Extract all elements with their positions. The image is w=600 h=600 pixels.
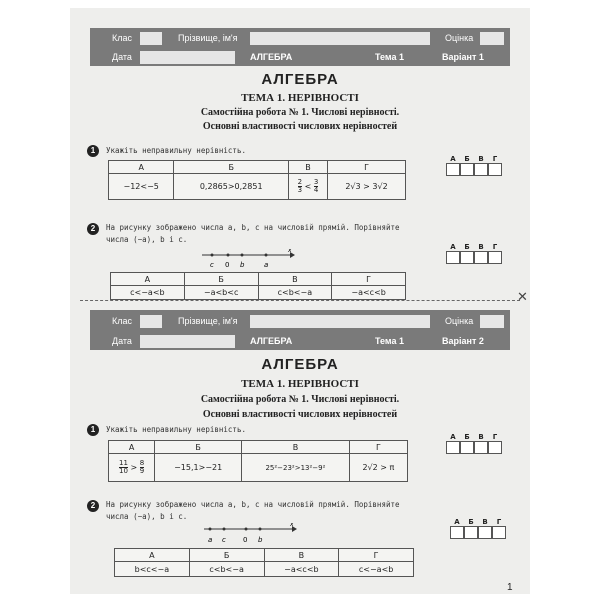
answer-letter: А — [450, 155, 456, 163]
question-text-line-2: числа (−a), b і c. — [106, 235, 188, 244]
option-header-c: В — [242, 441, 350, 454]
name-label: Прізвище, ім'я — [178, 33, 238, 43]
point-b — [241, 254, 244, 257]
answer-grid — [450, 518, 506, 541]
name-field[interactable] — [250, 315, 430, 328]
subtitle-line-2: Основні властивості числових нерівностей — [202, 409, 398, 420]
question-number: 1 — [87, 424, 99, 436]
answer-cell-b[interactable] — [464, 526, 478, 539]
axis-label-0: 0 — [243, 536, 248, 544]
option-c[interactable]: 25²−23²>13²−9² — [242, 454, 350, 482]
axis-label-c: c — [210, 261, 214, 269]
answer-letter: Б — [464, 433, 470, 441]
answer-cell-c[interactable] — [474, 441, 488, 454]
fraction-left: $\frac{11}{10}$ — [119, 459, 128, 475]
answer-letter: Г — [492, 243, 498, 251]
topic-label: Тема 1 — [375, 336, 404, 346]
page-number: 1 — [507, 582, 513, 593]
axis-label-b: b — [240, 261, 245, 269]
question-number: 1 — [87, 145, 99, 157]
number-line — [202, 523, 297, 547]
topic-label: Тема 1 — [375, 52, 404, 62]
point-a — [209, 528, 212, 531]
answer-cell-b[interactable] — [460, 441, 474, 454]
subtitle-line-2: Основні властивості числових нерівностей — [202, 121, 398, 132]
class-label: Клас — [112, 316, 132, 326]
answer-cell-c[interactable] — [478, 526, 492, 539]
option-header-a: А — [109, 441, 155, 454]
option-a[interactable]: $\frac{11}{10}$ > $\frac{8}{9}$ — [109, 454, 155, 482]
answer-grid — [446, 433, 502, 456]
subtitle-line-1: Самостійна робота № 1. Числові нерівності. — [200, 107, 400, 118]
date-label: Дата — [112, 336, 132, 346]
grade-field[interactable] — [480, 32, 504, 45]
class-field[interactable] — [140, 32, 162, 45]
option-header-b: Б — [184, 273, 258, 286]
options-table — [108, 440, 408, 482]
option-header-b: Б — [189, 549, 264, 562]
axis-label-b: b — [258, 536, 263, 544]
fraction-right: $\frac{8}{9}$ — [139, 459, 145, 475]
option-header-d: Г — [332, 273, 406, 286]
option-header-c: В — [264, 549, 339, 562]
answer-cell-d[interactable] — [488, 251, 502, 264]
axis-label-a: a — [208, 536, 213, 544]
date-field[interactable] — [140, 335, 235, 348]
answer-letter: В — [478, 433, 484, 441]
question-text: Укажіть неправильну нерівність. — [106, 146, 246, 155]
option-d[interactable]: c<−a<b — [339, 562, 414, 577]
answer-letter: Г — [496, 518, 502, 526]
worksheet-page — [70, 8, 530, 594]
point-c — [223, 528, 226, 531]
option-b[interactable]: c<b<−a — [189, 562, 264, 577]
axis-label-0: 0 — [225, 261, 230, 269]
option-header-b: Б — [155, 441, 242, 454]
option-header-c: В — [288, 161, 327, 174]
answer-letter: В — [478, 243, 484, 251]
answer-cell-c[interactable] — [474, 163, 488, 176]
point-a — [265, 254, 268, 257]
option-c[interactable]: −a<c<b — [264, 562, 339, 577]
question-text: Укажіть неправильну нерівність. — [106, 425, 246, 434]
fraction-left: $\frac{2}{3}$ — [297, 178, 303, 194]
topic-title: ТЕМА 1. НЕРІВНОСТІ — [241, 378, 359, 390]
option-a[interactable]: c<−a<b — [111, 286, 185, 300]
answer-grid — [446, 243, 502, 266]
point-b — [259, 528, 262, 531]
variant-label: Варіант 1 — [442, 52, 484, 62]
axis-label-x: x — [290, 523, 294, 528]
date-label: Дата — [112, 52, 132, 62]
answer-letter: А — [450, 243, 456, 251]
point-zero — [245, 528, 248, 531]
point-zero — [227, 254, 230, 257]
variant-label: Варіант 2 — [442, 336, 484, 346]
header-variant-2 — [90, 310, 510, 350]
question-number: 2 — [87, 223, 99, 235]
option-b[interactable]: −a<b<c — [184, 286, 258, 300]
header-variant-1 — [90, 28, 510, 66]
cut-line — [80, 300, 520, 301]
answer-letter: А — [454, 518, 460, 526]
option-header-b: Б — [174, 161, 289, 174]
answer-cell-b[interactable] — [460, 163, 474, 176]
option-b[interactable]: −15,1>−21 — [155, 454, 242, 482]
subject-label: АЛГЕБРА — [250, 52, 293, 62]
answer-letter: Г — [492, 155, 498, 163]
question-text-line-1: На рисунку зображено числа a, b, c на числовій прямій. Порівняйте — [106, 500, 400, 509]
option-a[interactable]: b<c<−a — [115, 562, 190, 577]
date-field[interactable] — [140, 51, 235, 64]
option-a[interactable]: −12<−5 — [109, 174, 174, 200]
page-title: АЛГЕБРА — [261, 356, 339, 373]
grade-label: Оцінка — [445, 33, 474, 43]
answer-letter: В — [482, 518, 488, 526]
option-header-d: Г — [339, 549, 414, 562]
option-b[interactable]: 0,2865>0,2851 — [174, 174, 289, 200]
option-d[interactable]: 2√3 > 3√2 — [328, 174, 406, 200]
answer-cell-d[interactable] — [492, 526, 506, 539]
axis-label-x: x — [288, 249, 292, 254]
scissors-icon: ✕ — [517, 290, 528, 305]
option-header-d: Г — [328, 161, 406, 174]
grade-label: Оцінка — [445, 316, 474, 326]
answer-letter: А — [450, 433, 456, 441]
answer-letter: Б — [468, 518, 474, 526]
topic-title: ТЕМА 1. НЕРІВНОСТІ — [241, 92, 359, 104]
fraction-right: $\frac{3}{4}$ — [313, 178, 319, 194]
answer-cell-c[interactable] — [474, 251, 488, 264]
class-label: Клас — [112, 33, 132, 43]
option-d[interactable]: 2√2 > π — [349, 454, 407, 482]
options-table — [110, 272, 406, 300]
option-header-a: А — [115, 549, 190, 562]
name-label: Прізвище, ім'я — [178, 316, 238, 326]
answer-grid — [446, 155, 502, 178]
answer-letter: Б — [464, 243, 470, 251]
name-field[interactable] — [250, 32, 430, 45]
option-header-a: А — [111, 273, 185, 286]
subtitle-line-1: Самостійна робота № 1. Числові нерівності. — [200, 394, 400, 405]
answer-letter: В — [478, 155, 484, 163]
option-c[interactable]: c<b<−a — [258, 286, 332, 300]
answer-cell-a[interactable] — [446, 163, 460, 176]
options-table — [114, 548, 414, 577]
answer-letter: Г — [492, 433, 498, 441]
axis-label-a: a — [264, 261, 269, 269]
options-table — [108, 160, 406, 200]
answer-cell-a[interactable] — [446, 441, 460, 454]
answer-letter: Б — [464, 155, 470, 163]
question-number: 2 — [87, 500, 99, 512]
page-title: АЛГЕБРА — [261, 71, 339, 88]
axis-label-c: c — [222, 536, 226, 544]
grade-field[interactable] — [480, 315, 504, 328]
option-c[interactable]: $\frac{2}{3}$ < $\frac{3}{4}$ — [288, 174, 327, 200]
option-header-d: Г — [349, 441, 407, 454]
answer-cell-a[interactable] — [446, 251, 460, 264]
answer-cell-d[interactable] — [488, 163, 502, 176]
question-text-line-1: На рисунку зображено числа a, b, c на числовій прямій. Порівняйте — [106, 223, 400, 232]
number-line — [200, 249, 295, 271]
answer-cell-d[interactable] — [488, 441, 502, 454]
option-d[interactable]: −a<c<b — [332, 286, 406, 300]
point-c — [211, 254, 214, 257]
answer-cell-a[interactable] — [450, 526, 464, 539]
question-text-line-2: числа (−a), b і c. — [106, 512, 188, 521]
option-header-c: В — [258, 273, 332, 286]
option-header-a: А — [109, 161, 174, 174]
class-field[interactable] — [140, 315, 162, 328]
answer-cell-b[interactable] — [460, 251, 474, 264]
subject-label: АЛГЕБРА — [250, 336, 293, 346]
